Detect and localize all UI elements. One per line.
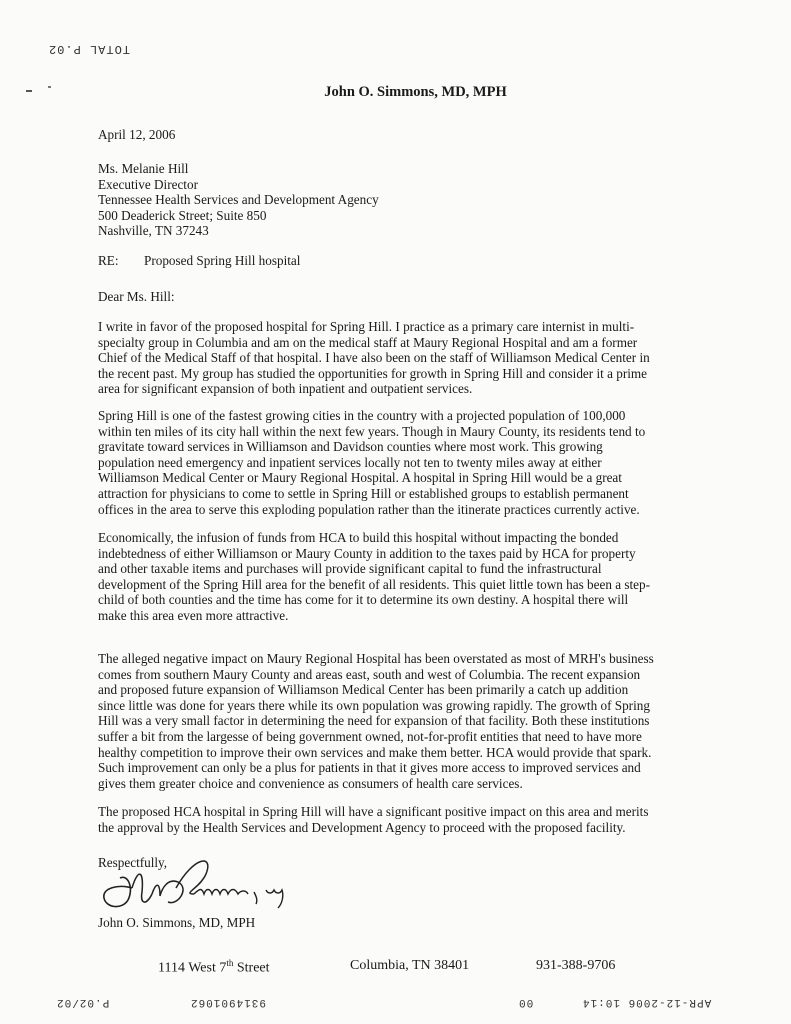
paragraph-line: since little was done for years there while its own population was growing rapidly. The growth of Spring xyxy=(98,697,650,713)
paragraph-line: The alleged negative impact on Maury Regional Hospital has been overstated as most of MRH's business xyxy=(98,651,654,666)
paragraph-line: the recent past. My group has studied the opportunities for growth in Spring Hill and consider it a prime xyxy=(98,365,648,381)
footer-phone: 931-388-9706 xyxy=(536,958,616,973)
paragraph xyxy=(98,651,698,791)
footer-street-number: 1114 West 7 xyxy=(158,960,227,976)
paragraph-line: make this area even more attractive. xyxy=(98,607,289,623)
footer-street-suffix: Street xyxy=(233,960,270,976)
subject-line xyxy=(98,253,698,269)
paragraph-line: within ten miles of its city hall within the next few years. Though in Maury County, its residents tend to xyxy=(98,423,646,439)
paragraph-line: and proposed future expansion of Williamson Medical Center has been primarily a catch up addition xyxy=(98,682,629,698)
letter-date: April 12, 2006 xyxy=(98,127,176,142)
closing: Respectfully, xyxy=(98,855,168,870)
paragraph-line: child of both counties and the time has come for it to determine its own destiny. A hospital there will xyxy=(98,592,629,608)
paragraph-line: I write in favor of the proposed hospital for Spring Hill. I practice as a primary care internist in multi- xyxy=(98,319,635,334)
paragraph-line: Hill was a very small factor in determining the need for expansion of that facility. Both these institutions xyxy=(98,713,650,729)
footer-city: Columbia, TN 38401 xyxy=(350,958,470,973)
paragraph-line: The proposed HCA hospital in Spring Hill will have a significant positive impact on this area and merits xyxy=(98,804,649,819)
fax-footer-stamp xyxy=(0,996,791,1016)
paragraph-line: population need emergency and inpatient services locally not ten to twenty miles away at either xyxy=(98,454,602,470)
paragraph-line: attraction for physicians to come to settle in Spring Hill or established groups to establish permanent xyxy=(98,485,629,501)
paragraph-line: Chief of the Medical Staff of that hospital. I have also been on the staff of Williamson Medical Center in xyxy=(98,350,650,366)
footer-street-ordinal: th xyxy=(226,958,234,968)
subject-label: RE: xyxy=(98,253,119,268)
recipient-address xyxy=(98,161,698,239)
salutation: Dear Ms. Hill: xyxy=(98,289,175,304)
paragraph-line: indebtedness of either Williamson or Maury County in addition to the taxes paid by HCA for property xyxy=(98,545,636,561)
signer-name: John O. Simmons, MD, MPH xyxy=(98,915,256,930)
footer-street xyxy=(158,958,270,977)
paragraph xyxy=(98,408,698,517)
paragraph xyxy=(98,530,698,624)
letterhead-name: John O. Simmons, MD, MPH xyxy=(324,84,507,100)
recipient-title: Executive Director xyxy=(98,176,198,192)
paragraph-line: specialty group in Columbia and am on the medical staff at Maury Regional Hospital and am a former xyxy=(98,334,638,350)
paragraph-line: offices in the area to serve this exploding population rather than the itinerate practices currently active. xyxy=(98,501,640,517)
paragraph-line: the approval by the Health Services and Development Agency to proceed with the proposed facility. xyxy=(98,819,626,835)
subject-text: Proposed Spring Hill hospital xyxy=(144,253,301,268)
fax-code: 00 xyxy=(518,996,534,1008)
paragraph-line: Williamson Medical Center or Maury Regional Hospital. A hospital in Spring Hill would be a great xyxy=(98,470,622,486)
recipient-name: Ms. Melanie Hill xyxy=(98,161,189,176)
paragraph-line: gives them greater choice and convenience as consumers of health care services. xyxy=(98,775,523,791)
fax-page-count: P.02/02 xyxy=(56,996,110,1008)
paragraph-line: and other taxable items and purchases will provide significant capital to fund the infrastructural xyxy=(98,561,602,577)
fax-header-stamp: TOTAL P.02 xyxy=(48,42,131,56)
paragraph-line: Spring Hill is one of the fastest growing cities in the country with a projected population of 100,000 xyxy=(98,408,626,423)
paragraph-line: suffer a bit from the largesse of being government owned, not-for-profit entities that need to have more xyxy=(98,728,642,744)
paragraph-line: gravitate toward services in Williamson and Davidson counties where most work. This growing xyxy=(98,439,603,455)
paragraph xyxy=(98,319,698,397)
fax-timestamp: APR-12-2006 10:14 xyxy=(582,996,712,1008)
paragraph-line: Economically, the infusion of funds from HCA to build this hospital without impacting the bonded xyxy=(98,530,619,545)
recipient-city: Nashville, TN 37243 xyxy=(98,223,209,239)
recipient-organization: Tennessee Health Services and Development Agency xyxy=(98,192,379,208)
recipient-street: 500 Deaderick Street; Suite 850 xyxy=(98,207,267,223)
paragraph-line: Such improvement can only be a plus for patients in that it gives more access to improved services and xyxy=(98,760,641,776)
fax-number: 9314901062 xyxy=(190,996,267,1008)
paragraph xyxy=(98,804,698,835)
paragraph-line: comes from southern Maury County and areas east, south and west of Columbia. The recent expansion xyxy=(98,666,641,682)
paragraph-line: healthy competition to improve their own services and make them better. HCA would provide that spark. xyxy=(98,744,652,760)
paragraph-line: area for significant expansion of both inpatient and outpatient services. xyxy=(98,381,473,397)
paragraph-line: development of the Spring Hill area for the benefit of all residents. This quiet little town has been a step- xyxy=(98,576,651,592)
